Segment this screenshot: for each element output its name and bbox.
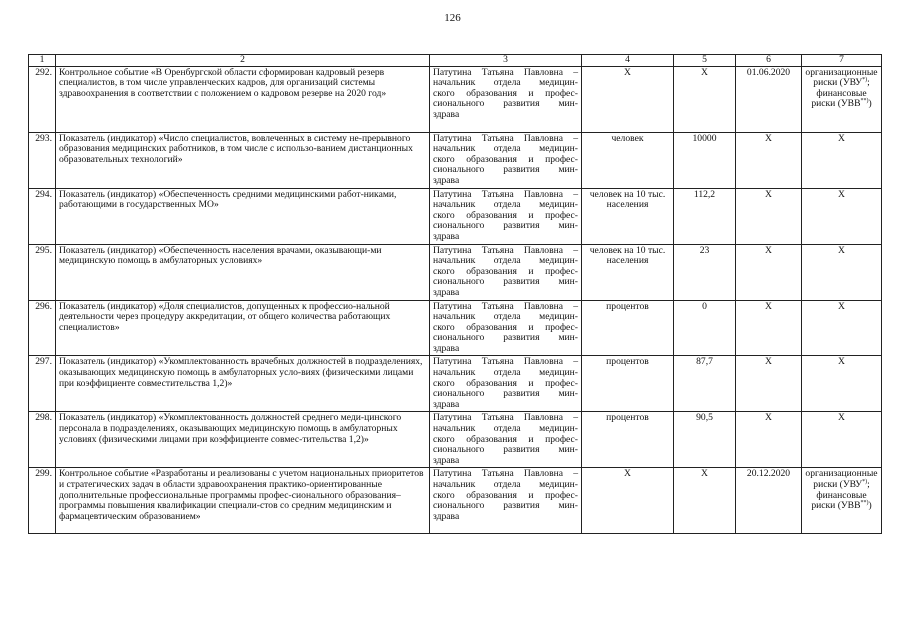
header-col-2: 2 bbox=[56, 55, 430, 67]
table-row bbox=[29, 300, 882, 356]
row-number: 293. bbox=[29, 132, 56, 188]
row-unit: процентов bbox=[582, 356, 674, 412]
row-unit: процентов bbox=[582, 412, 674, 468]
table-row bbox=[29, 356, 882, 412]
responsible-line: Патутина Татьяна Павловна – bbox=[433, 356, 578, 368]
row-number: 295. bbox=[29, 244, 56, 300]
row-unit: человек на 10 тыс. населения bbox=[582, 188, 674, 244]
responsible-line: ского образования и профес- bbox=[433, 265, 578, 277]
row-risk: Х bbox=[802, 412, 882, 468]
row-description: Показатель (индикатор) «Укомплектованность должностей среднего меди-цинского персонала в подразделениях, оказывающих медицинскую помощь в амбулаторных условиях (физическими лицами при коэффициенте совмес-тительства 1,2)» bbox=[56, 412, 430, 468]
row-risk bbox=[802, 468, 882, 534]
responsible-line: здрава bbox=[433, 342, 460, 354]
row-value: 87,7 bbox=[674, 356, 736, 412]
responsible-line: начальник отдела медицин- bbox=[433, 367, 578, 379]
row-risk: Х bbox=[802, 300, 882, 356]
risk-sup-a: *) bbox=[862, 77, 868, 83]
table-row bbox=[29, 468, 882, 534]
row-unit: человек bbox=[582, 132, 674, 188]
row-risk: Х bbox=[802, 244, 882, 300]
header-col-7: 7 bbox=[802, 55, 882, 67]
header-col-3: 3 bbox=[430, 55, 582, 67]
responsible-line: сионального развития мин- bbox=[433, 276, 578, 288]
responsible-line: начальник отдела медицин- bbox=[433, 255, 578, 267]
risk-sup-a: *) bbox=[862, 478, 868, 485]
row-responsible bbox=[430, 300, 582, 356]
row-date: Х bbox=[736, 300, 802, 356]
row-value: 10000 bbox=[674, 132, 736, 188]
header-col-1: 1 bbox=[29, 55, 56, 67]
responsible-line: здрава bbox=[433, 230, 460, 242]
responsible-line: Патутина Татьяна Павловна – bbox=[433, 300, 578, 312]
responsible-line: ского образования и профес- bbox=[433, 321, 578, 333]
table-row bbox=[29, 412, 882, 468]
responsible-line: здрава bbox=[433, 286, 460, 298]
responsible-line: здрава bbox=[433, 174, 460, 186]
row-description: Показатель (индикатор) «Обеспеченность населения врачами, оказывающи-ми медицинскую помощь в амбулаторных условиях» bbox=[56, 244, 430, 300]
responsible-line: ского образования и профес- bbox=[433, 209, 578, 221]
row-number: 296. bbox=[29, 300, 56, 356]
row-value: Х bbox=[674, 468, 736, 534]
row-value: 0 bbox=[674, 300, 736, 356]
responsible-line: сионального развития мин- bbox=[433, 332, 578, 344]
row-responsible bbox=[430, 244, 582, 300]
responsible-line: Патутина Татьяна Павловна – bbox=[433, 188, 578, 200]
responsible-line: начальник отдела медицин- bbox=[433, 479, 578, 490]
row-responsible bbox=[430, 412, 582, 468]
responsible-line: начальник отдела медицин- bbox=[433, 77, 578, 89]
row-responsible bbox=[430, 356, 582, 412]
responsible-line: начальник отдела медицин- bbox=[433, 423, 578, 435]
row-responsible bbox=[430, 66, 582, 132]
risk-text-b: ; финансовые риски (УВВ bbox=[811, 479, 870, 512]
risk-text-a: организационные риски (УВУ bbox=[805, 66, 878, 89]
responsible-line: сионального развития мин- bbox=[433, 98, 578, 110]
responsible-line: сионального развития мин- bbox=[433, 388, 578, 400]
risk-text-c: ) bbox=[868, 500, 872, 512]
header-col-4: 4 bbox=[582, 55, 674, 67]
header-col-5: 5 bbox=[674, 55, 736, 67]
table-row bbox=[29, 244, 882, 300]
page-number: 126 bbox=[444, 12, 461, 24]
row-number: 299. bbox=[29, 468, 56, 534]
responsible-line: Патутина Татьяна Павловна – bbox=[433, 244, 578, 256]
responsible-line: ского образования и профес- bbox=[433, 489, 578, 501]
responsible-line: начальник отдела медицин- bbox=[433, 199, 578, 211]
row-risk: Х bbox=[802, 188, 882, 244]
row-description: Показатель (индикатор) «Обеспеченность средними медицинскими работ-никами, работающими в государственных МО» bbox=[56, 188, 430, 244]
row-number: 298. bbox=[29, 412, 56, 468]
row-description: Контрольное событие «Разработаны и реализованы с учетом национальных приоритетов и стратегических задач в области здравоохранения практико-ориентированные дополнительные профессиональные программы профес-сионального образования–программы повышения квалификации специали-стов со средним медицинским и фармацевтическим образованием» bbox=[56, 468, 430, 534]
responsible-line: ского образования и профес- bbox=[433, 153, 578, 165]
row-date: 20.12.2020 bbox=[736, 468, 802, 534]
measures-table bbox=[28, 54, 882, 534]
row-risk bbox=[802, 66, 882, 132]
responsible-line: сионального развития мин- bbox=[433, 444, 578, 456]
row-value: 112,2 bbox=[674, 188, 736, 244]
row-date: Х bbox=[736, 412, 802, 468]
row-date: Х bbox=[736, 244, 802, 300]
responsible-line: сионального развития мин- bbox=[433, 220, 578, 232]
responsible-line: Патутина Татьяна Павловна – bbox=[433, 468, 578, 480]
row-value: Х bbox=[674, 66, 736, 132]
row-number: 297. bbox=[29, 356, 56, 412]
responsible-line: здрава bbox=[433, 108, 460, 120]
risk-text-b: ; финансовые риски (УВВ bbox=[811, 77, 870, 110]
responsible-line: ского образования и профес- bbox=[433, 87, 578, 99]
row-unit: человек на 10 тыс. населения bbox=[582, 244, 674, 300]
row-risk: Х bbox=[802, 132, 882, 188]
responsible-line: Патутина Татьяна Павловна – bbox=[433, 66, 578, 78]
responsible-line: начальник отдела медицин- bbox=[433, 143, 578, 155]
row-number: 294. bbox=[29, 188, 56, 244]
responsible-line: здрава bbox=[433, 454, 460, 466]
responsible-line: сионального развития мин- bbox=[433, 164, 578, 176]
row-responsible bbox=[430, 132, 582, 188]
row-description: Показатель (индикатор) «Число специалистов, вовлеченных в систему не-прерывного образования медицинских работников, в том числе с использо-ванием дистанционных образовательных технологий» bbox=[56, 132, 430, 188]
row-description: Показатель (индикатор) «Доля специалистов, допущенных к профессио-нальной деятельности через процедуру аккредитации, от общего количества работающих специалистов» bbox=[56, 300, 430, 356]
row-risk: Х bbox=[802, 356, 882, 412]
responsible-line: здрава bbox=[433, 398, 460, 410]
row-description: Показатель (индикатор) «Укомплектованность врачебных должностей в подразделениях, оказывающих медицинскую помощь в амбулаторных усло-виях (физическими лицами при коэффициенте совместительства 1,2)» bbox=[56, 356, 430, 412]
row-value: 23 bbox=[674, 244, 736, 300]
table-row bbox=[29, 188, 882, 244]
risk-text-c: ) bbox=[868, 98, 872, 110]
row-unit: Х bbox=[582, 66, 674, 132]
header-row bbox=[29, 55, 882, 67]
responsible-line: Патутина Татьяна Павловна – bbox=[433, 412, 578, 424]
header-col-6: 6 bbox=[736, 55, 802, 67]
risk-sup-b: **) bbox=[860, 98, 869, 105]
table-row bbox=[29, 132, 882, 188]
row-number: 292. bbox=[29, 66, 56, 132]
row-unit: процентов bbox=[582, 300, 674, 356]
responsible-line: здрава bbox=[433, 510, 460, 522]
row-value: 90,5 bbox=[674, 412, 736, 468]
responsible-line: ского образования и профес- bbox=[433, 433, 578, 445]
row-date: 01.06.2020 bbox=[736, 66, 802, 132]
row-description: Контрольное событие «В Оренбургской области сформирован кадровый резерв специалистов, в том числе управленческих кадров, для организаций системы здравоохранения в соответствии с положением о кадровом резерве на 2020 год» bbox=[56, 66, 430, 132]
row-date: Х bbox=[736, 188, 802, 244]
responsible-line: сионального развития мин- bbox=[433, 500, 578, 512]
table-row bbox=[29, 66, 882, 132]
row-responsible bbox=[430, 188, 582, 244]
risk-text-a: организационные риски (УВУ bbox=[805, 468, 878, 490]
risk-sup-b: **) bbox=[860, 500, 869, 506]
responsible-line: ского образования и профес- bbox=[433, 377, 578, 389]
row-responsible bbox=[430, 468, 582, 534]
responsible-line: Патутина Татьяна Павловна – bbox=[433, 132, 578, 144]
row-unit: Х bbox=[582, 468, 674, 534]
row-date: Х bbox=[736, 132, 802, 188]
responsible-line: начальник отдела медицин- bbox=[433, 311, 578, 323]
row-date: Х bbox=[736, 356, 802, 412]
